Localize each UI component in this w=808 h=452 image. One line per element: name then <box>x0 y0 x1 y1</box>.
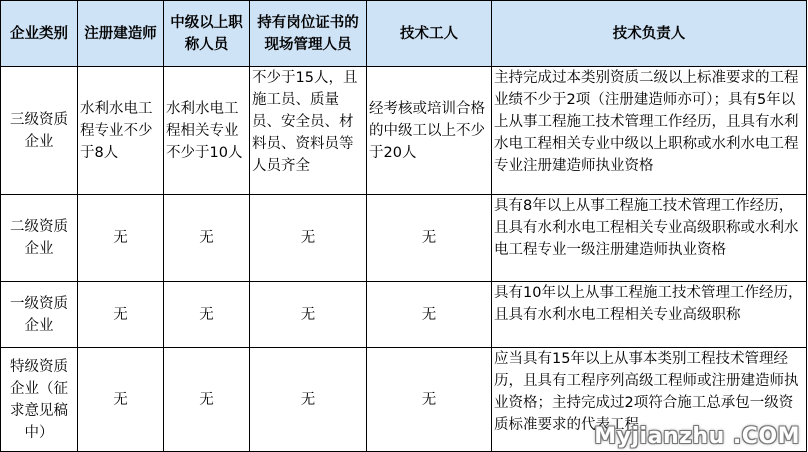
cell-mid-title: 无 <box>164 195 250 282</box>
table-row <box>1 282 807 348</box>
cell-registered-builder: 无 <box>78 282 164 348</box>
cell-registered-builder: 水利水电工程专业不少于8人 <box>78 67 164 195</box>
header-technicians: 技术工人 <box>367 1 492 67</box>
cell-mid-title: 无 <box>164 348 250 452</box>
cell-technicians: 无 <box>367 348 492 452</box>
cell-registered-builder: 无 <box>78 195 164 282</box>
header-registered-builder: 注册建造师 <box>78 1 164 67</box>
cell-mid-title: 水利水电工程相关专业不少于10人 <box>164 67 250 195</box>
header-site-managers: 持有岗位证书的现场管理人员 <box>250 1 367 67</box>
row-category: 一级资质企业 <box>1 282 78 348</box>
cell-site-managers: 不少于15人，且施工员、质量员、安全员、材料员、资料员等人员齐全 <box>250 67 367 195</box>
row-category: 特级资质企业（征求意见稿中） <box>1 348 78 452</box>
cell-tech-lead: 主持完成过本类别资质二级以上标准要求的工程业绩不少于2项（注册建造师亦可）；具有5年以上从事工程施工技术管理工作经历，且具有水利水电工程相关专业中级以上职称或水利水电工程专业注册建造师执业资格 <box>492 67 807 195</box>
cell-technicians: 无 <box>367 282 492 348</box>
row-category: 二级资质企业 <box>1 195 78 282</box>
header-tech-lead: 技术负责人 <box>492 1 807 67</box>
header-mid-title: 中级以上职称人员 <box>164 1 250 67</box>
cell-site-managers: 无 <box>250 195 367 282</box>
cell-registered-builder: 无 <box>78 348 164 452</box>
cell-site-managers: 无 <box>250 348 367 452</box>
row-category: 三级资质企业 <box>1 67 78 195</box>
header-row <box>1 1 807 67</box>
cell-technicians: 无 <box>367 195 492 282</box>
table-row <box>1 67 807 195</box>
cell-tech-lead: 具有8年以上从事工程施工技术管理工作经历，且具有水利水电工程相关专业高级职称或水利水电工程专业一级注册建造师执业资格 <box>492 195 807 282</box>
cell-mid-title: 无 <box>164 282 250 348</box>
site-watermark: Myjianzhu .COM <box>594 424 800 449</box>
table-row <box>1 195 807 282</box>
cell-site-managers: 无 <box>250 282 367 348</box>
cell-technicians: 经考核或培训合格的中级工以上不少于20人 <box>367 67 492 195</box>
cell-tech-lead: 应当具有15年以上从事本类别工程技术管理经历，且具有工程序列高级工程师或注册建造师执业资格；主持完成过2项符合施工总承包一级资质标准要求的代表工程 <box>492 348 807 452</box>
header-category: 企业类别 <box>1 1 78 67</box>
cell-tech-lead: 具有10年以上从事工程施工技术管理工作经历，且具有水利水电工程相关专业高级职称 <box>492 282 807 348</box>
